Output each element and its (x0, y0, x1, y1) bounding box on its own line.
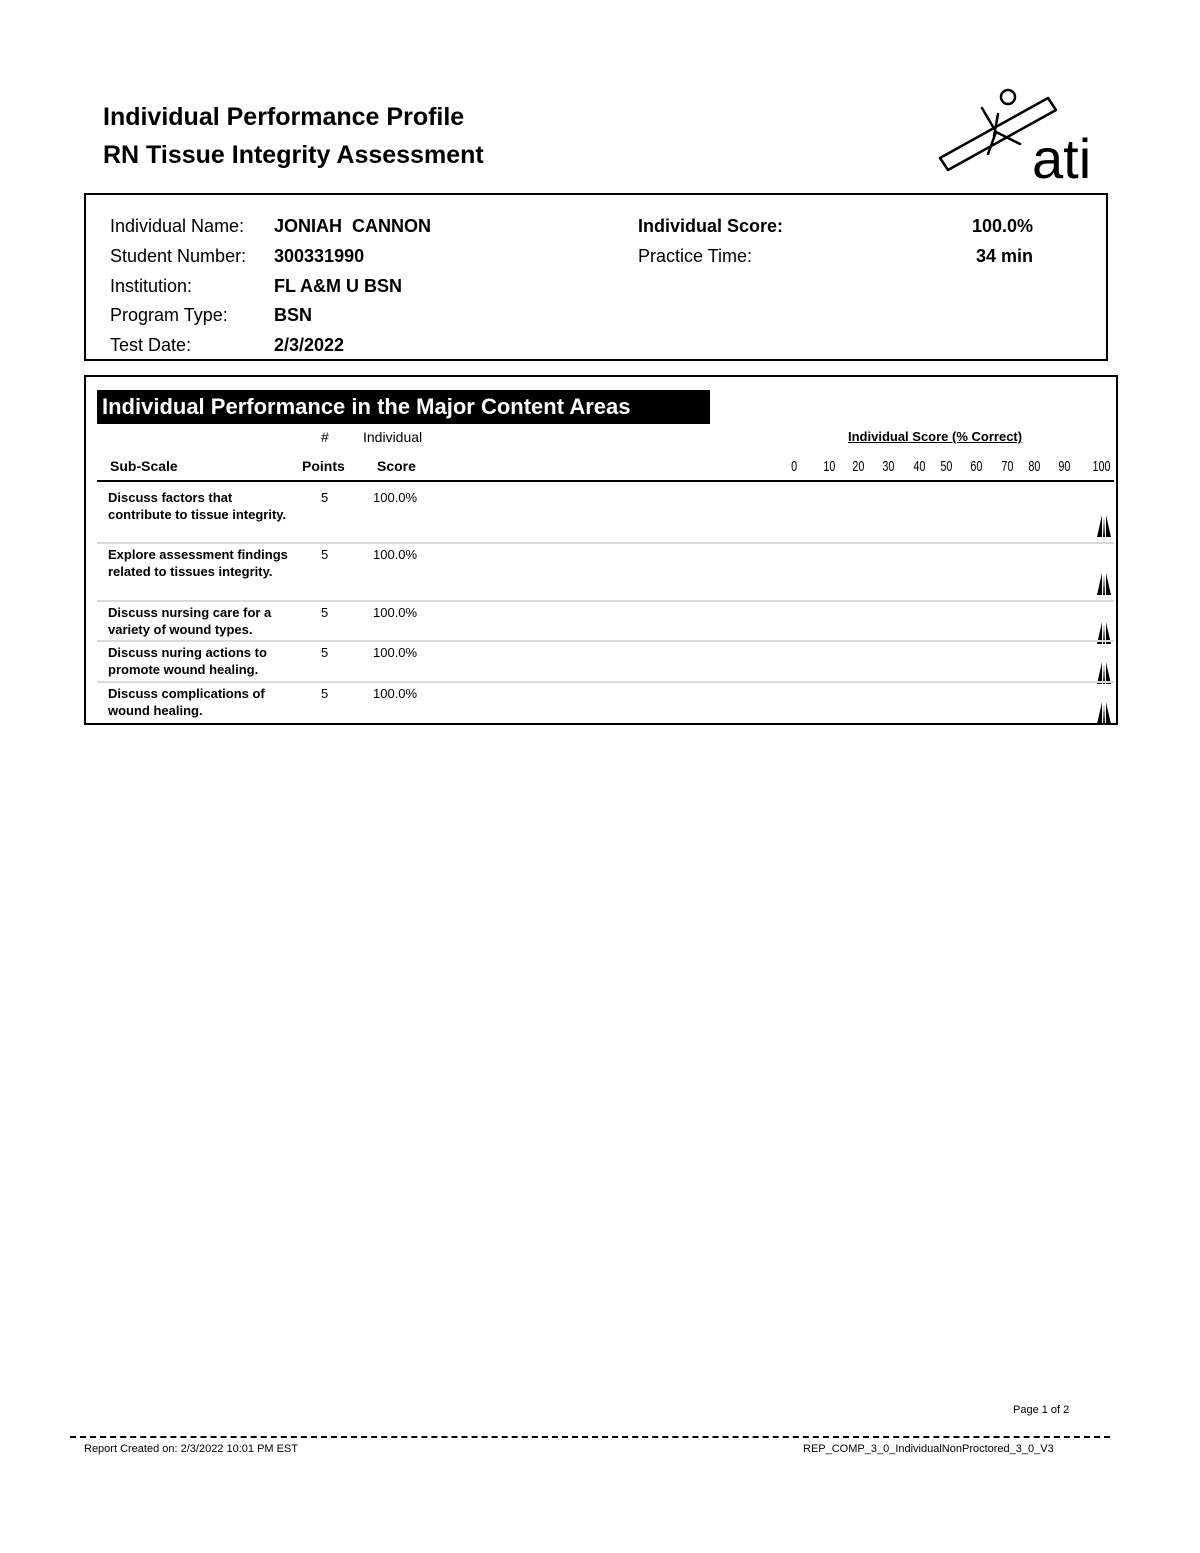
subscale-name: Discuss factors that contribute to tissue integrity. (108, 490, 287, 522)
program-type-label: Program Type: (110, 305, 228, 325)
section-title: Individual Performance in the Major Content Areas (102, 394, 631, 419)
footer-divider (70, 1436, 1110, 1438)
logo-wordmark: ati (1032, 127, 1092, 184)
institution-label: Institution: (110, 276, 193, 296)
header-rule (97, 480, 1114, 482)
subscale-points: 5 (321, 686, 329, 701)
score-marker-icon (1097, 573, 1111, 595)
scale-tick: 20 (852, 458, 865, 475)
scale-tick: 40 (913, 458, 926, 475)
test-date-value: 2/3/2022 (274, 335, 345, 355)
scale-tick: 100 (1092, 458, 1111, 475)
score-header-top: Individual (363, 429, 423, 445)
subscale-points: 5 (321, 547, 329, 562)
scale-tick: 80 (1028, 458, 1041, 475)
program-type-value: BSN (274, 305, 313, 325)
subscale-points: 5 (321, 645, 329, 660)
scale-title: Individual Score (% Correct) (848, 429, 1023, 444)
scale-tick: 60 (970, 458, 983, 475)
points-header-symbol: # (321, 429, 329, 445)
row-divider (97, 542, 1114, 544)
row-divider (97, 640, 1114, 642)
subscale-name: Discuss complications of wound healing. (108, 686, 265, 718)
subscale-name: Discuss nuring actions to promote wound healing. (108, 645, 267, 677)
page-title: Individual Performance Profile (103, 103, 465, 131)
practice-time-label: Practice Time: (638, 246, 753, 266)
row-divider (97, 681, 1114, 683)
score-marker-icon (1097, 702, 1111, 724)
subscale-header: Sub-Scale (110, 458, 178, 474)
scale-tick: 90 (1058, 458, 1071, 475)
report-created: Report Created on: 2/3/2022 10:01 PM EST (84, 1443, 299, 1455)
individual-score-value: 100.0% (972, 216, 1034, 236)
scale-tick: 50 (940, 458, 953, 475)
row-divider (97, 600, 1114, 602)
student-number-label: Student Number: (110, 246, 247, 266)
scale-tick: 0 (791, 458, 798, 475)
subscale-score: 100.0% (373, 605, 418, 620)
subscale-points: 5 (321, 605, 329, 620)
name-label: Individual Name: (110, 216, 245, 236)
subscale-name: Explore assessment findings related to tissues integrity. (108, 547, 288, 579)
subscale-name: Discuss nursing care for a variety of wound types. (108, 605, 272, 637)
assessment-title: RN Tissue Integrity Assessment (103, 141, 484, 169)
subscale-score: 100.0% (373, 547, 418, 562)
institution-value: FL A&M U BSN (274, 276, 402, 296)
scale-tick: 10 (823, 458, 836, 475)
page-number: Page 1 of 2 (1013, 1404, 1070, 1416)
subscale-score: 100.0% (373, 490, 418, 505)
score-marker-icon (1097, 515, 1111, 537)
points-header: Points (302, 458, 345, 474)
scale-tick: 70 (1001, 458, 1014, 475)
practice-time-value: 34 min (976, 246, 1034, 266)
subscale-points: 5 (321, 490, 329, 505)
individual-score-label: Individual Score: (638, 216, 784, 236)
test-date-label: Test Date: (110, 335, 192, 355)
subscale-score: 100.0% (373, 686, 418, 701)
name-value: JONIAH CANNON (274, 216, 432, 236)
subscale-score: 100.0% (373, 645, 418, 660)
scale-tick: 30 (882, 458, 895, 475)
ati-logo (936, 84, 1106, 184)
report-id: REP_COMP_3_0_IndividualNonProctored_3_0_V3 (803, 1443, 1054, 1455)
student-number-value: 300331990 (274, 246, 365, 266)
score-header: Score (377, 458, 416, 474)
